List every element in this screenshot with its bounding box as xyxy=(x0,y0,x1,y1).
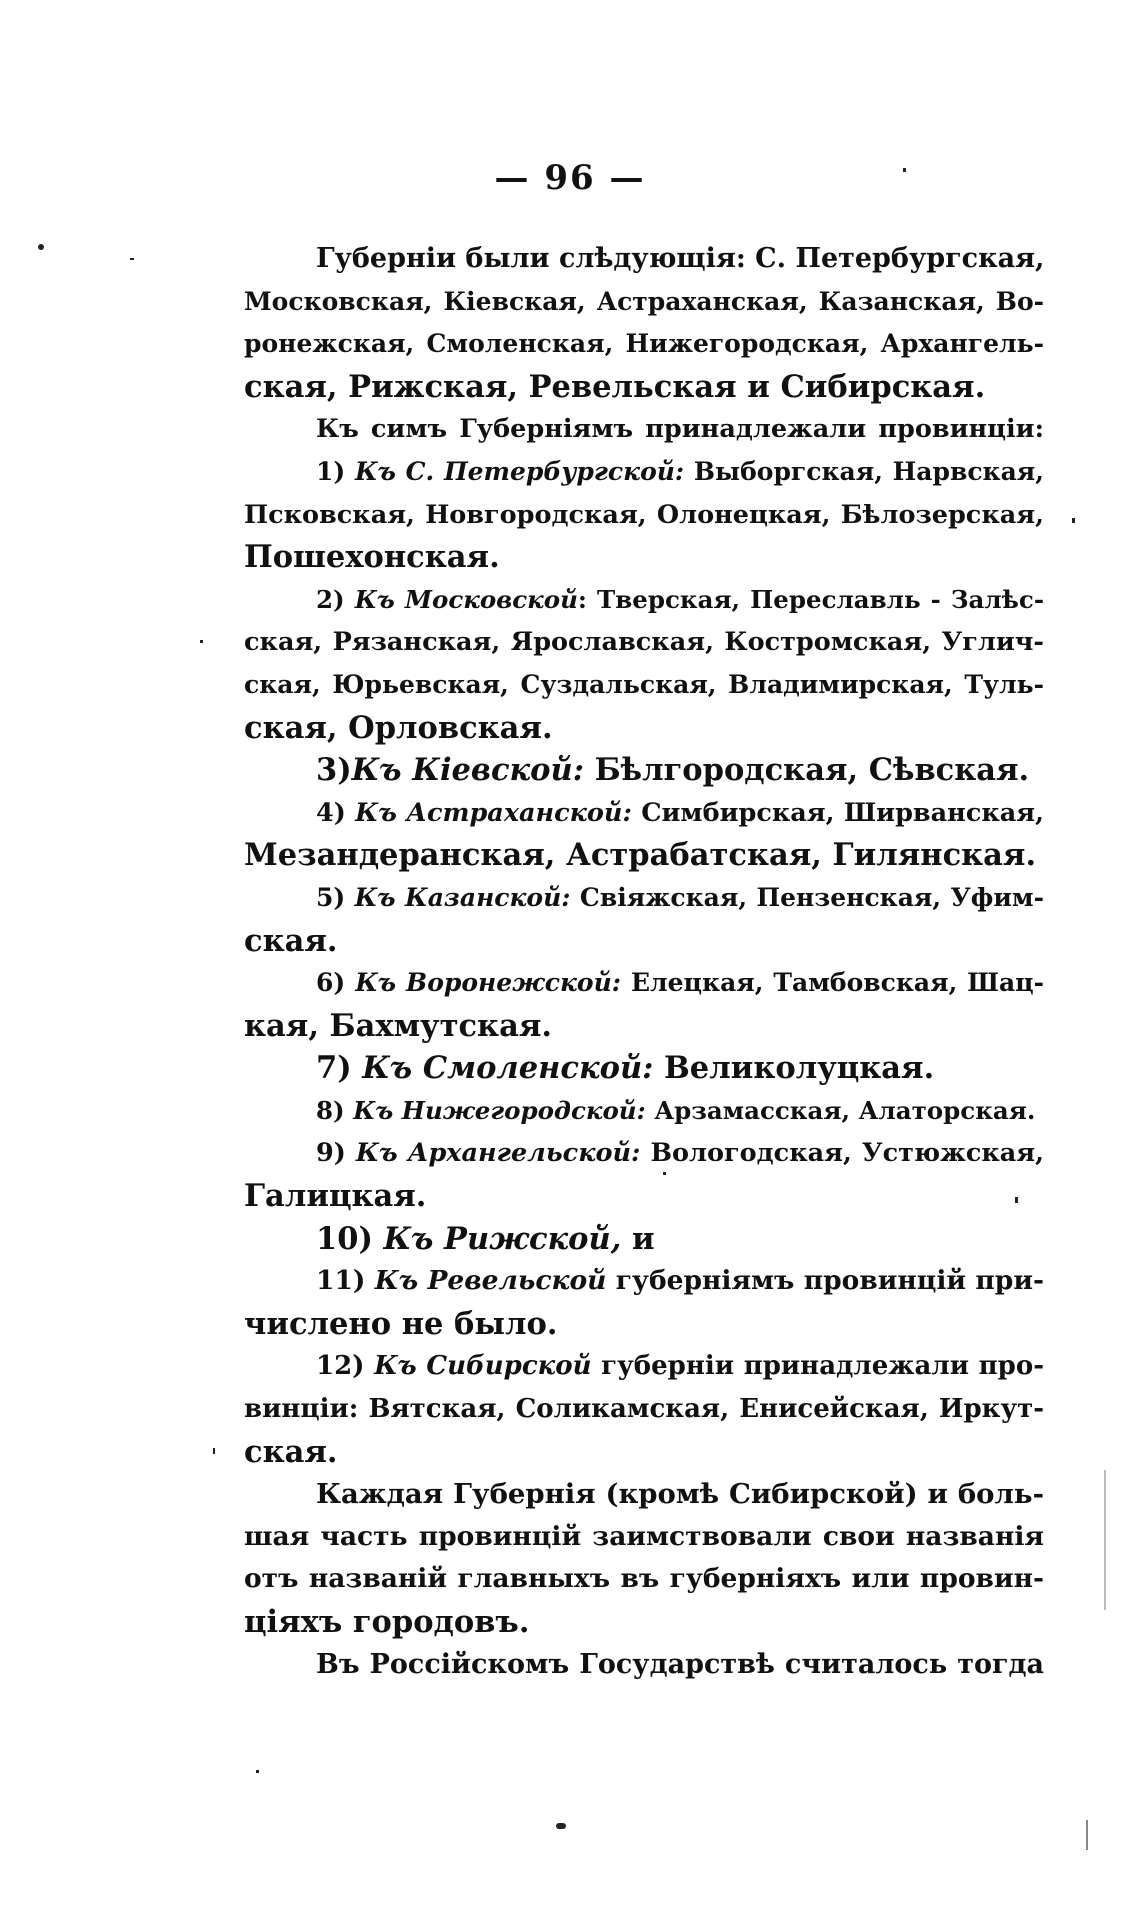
text-line xyxy=(244,1303,1044,1346)
text-line xyxy=(244,1558,1044,1601)
italic-text: Къ Смоленской: xyxy=(362,1050,654,1087)
text-segment: Псковская, Новгородская, Олонецкая, Бѣлозерская, xyxy=(244,499,1044,530)
text-line xyxy=(244,366,1044,409)
text-line xyxy=(244,494,1044,537)
scan-speck xyxy=(256,1770,259,1773)
text-segment: ская, Рижская, Ревельская и Сибирская. xyxy=(244,368,986,405)
text-segment: ская. xyxy=(244,1433,338,1470)
text-segment: 4) xyxy=(316,797,356,828)
text-segment: Вологодская, Устюжская, xyxy=(640,1138,1045,1169)
text-segment: винціи: Вятская, Соликамская, Енисейская, Иркут- xyxy=(244,1394,1044,1425)
text-segment: Мезандеранская, Астрабатская, Гилянская. xyxy=(244,837,1037,874)
text-segment: 1) xyxy=(316,456,355,486)
text-segment: Симбирская, Ширванская, xyxy=(631,797,1044,828)
text-segment: шая часть провинцій заимствовали свои названія xyxy=(244,1520,1044,1552)
text-segment: 5) xyxy=(316,882,355,912)
text-segment: 3) xyxy=(316,752,352,789)
scan-speck xyxy=(663,1172,666,1175)
italic-text: Къ Воронежской: xyxy=(355,968,622,998)
scan-speck xyxy=(903,168,906,172)
italic-text: Къ Кіевской: xyxy=(351,752,584,789)
text-line xyxy=(244,1516,1044,1559)
text-line xyxy=(244,920,1044,963)
text-segment: Выборгская, Нарвская, xyxy=(684,456,1044,486)
text-line xyxy=(244,1218,1044,1261)
text-line xyxy=(244,664,1044,707)
italic-text: Къ Ревельской xyxy=(374,1265,607,1297)
scan-speck xyxy=(1015,1197,1018,1203)
italic-text: Къ Нижегородской: xyxy=(353,1095,646,1125)
italic-text: Къ Московской xyxy=(354,584,578,614)
text-segment: Великолуцкая. xyxy=(653,1050,935,1087)
text-segment: губерніи принадлежали про- xyxy=(591,1351,1044,1382)
italic-text: Къ Архангельской: xyxy=(355,1138,641,1169)
text-segment: отъ названій главныхъ въ губерніяхъ или провин- xyxy=(244,1563,1044,1595)
scan-speck xyxy=(213,1448,215,1454)
text-segment: 11) xyxy=(316,1265,375,1297)
text-line xyxy=(244,1090,1044,1133)
text-segment: ронежская, Смоленская, Нижегородская, Архангель- xyxy=(244,329,1044,359)
text-segment: Къ симъ Губерніямъ принадлежали провинціи: xyxy=(316,414,1044,445)
text-segment: Елецкая, Тамбовская, Шац- xyxy=(621,968,1044,998)
text-line xyxy=(244,1473,1044,1516)
text-line xyxy=(244,238,1044,281)
text-line xyxy=(244,1431,1044,1474)
scan-speck xyxy=(1072,518,1075,523)
text-segment: Въ Россійскомъ Государствѣ считалось тогда xyxy=(316,1648,1044,1680)
text-line xyxy=(244,707,1044,750)
text-line xyxy=(244,1132,1044,1175)
text-line xyxy=(244,621,1044,664)
text-segment: Пошехонская. xyxy=(244,539,500,576)
text-line xyxy=(244,962,1044,1005)
text-segment: 8) xyxy=(316,1095,354,1125)
text-segment: ская, Орловская. xyxy=(244,709,553,746)
page-edge-line xyxy=(1104,1470,1106,1610)
text-segment: 10) xyxy=(316,1220,384,1257)
italic-text: Къ Сибирской xyxy=(374,1351,592,1382)
body-text xyxy=(244,238,1044,1686)
text-segment: Свіяжская, Пензенская, Уфим- xyxy=(570,882,1044,912)
text-line xyxy=(244,281,1044,324)
text-line xyxy=(244,408,1044,451)
text-segment: 9) xyxy=(316,1138,356,1169)
text-segment: 6) xyxy=(316,968,356,998)
text-segment: кая, Бахмутская. xyxy=(244,1007,552,1044)
text-segment: Московская, Кіевская, Астраханская, Казанская, Во- xyxy=(244,286,1044,316)
italic-text: Къ Астраханской: xyxy=(355,797,632,828)
text-segment: губерніямъ провинцій при- xyxy=(606,1265,1044,1297)
text-line xyxy=(244,451,1044,494)
text-line xyxy=(244,834,1044,877)
text-line xyxy=(244,1175,1044,1218)
scan-speck xyxy=(200,640,203,643)
text-line xyxy=(244,536,1044,579)
text-line xyxy=(244,1260,1044,1303)
scan-speck xyxy=(1086,1820,1088,1850)
text-line xyxy=(244,749,1044,792)
text-segment: Арзамасская, Алаторская. xyxy=(645,1095,1036,1125)
text-line xyxy=(244,792,1044,835)
text-segment: Губерніи были слѣдующія: С. Петербургская, xyxy=(316,243,1045,274)
text-segment: ціяхъ городовъ. xyxy=(244,1604,530,1640)
text-segment: Галицкая. xyxy=(244,1178,427,1215)
text-line xyxy=(244,579,1044,622)
text-segment: 12) xyxy=(316,1351,375,1382)
text-line xyxy=(244,1601,1044,1644)
text-segment: 2) xyxy=(316,584,355,614)
page-number: — 96 — xyxy=(494,158,646,198)
scan-speck xyxy=(130,258,134,260)
text-segment: ская, Юрьевская, Суздальская, Владимирская, Туль- xyxy=(244,669,1044,699)
text-line xyxy=(244,1345,1044,1388)
text-segment: и xyxy=(621,1220,655,1257)
italic-text: Къ Рижской, xyxy=(383,1220,622,1257)
text-line xyxy=(244,877,1044,920)
text-line xyxy=(244,323,1044,366)
text-segment: : Тверская, Переславль - Залѣс- xyxy=(577,584,1044,614)
text-line xyxy=(244,1005,1044,1048)
text-line xyxy=(244,1047,1044,1090)
scan-speck xyxy=(38,244,44,250)
text-segment: ская, Рязанская, Ярославская, Костромская, Углич- xyxy=(244,627,1044,658)
text-segment: 7) xyxy=(316,1050,363,1087)
text-line xyxy=(244,1388,1044,1431)
text-segment: Бѣлгородская, Сѣвская. xyxy=(583,752,1030,789)
text-segment: Каждая Губернія (кромѣ Сибирской) и боль- xyxy=(316,1478,1044,1511)
italic-text: Къ С. Петербургской: xyxy=(354,456,685,486)
text-segment: числено не было. xyxy=(244,1305,558,1342)
text-line xyxy=(244,1644,1044,1687)
scan-speck xyxy=(556,1823,566,1829)
text-segment: ская. xyxy=(244,922,338,959)
italic-text: Къ Казанской: xyxy=(354,882,571,912)
